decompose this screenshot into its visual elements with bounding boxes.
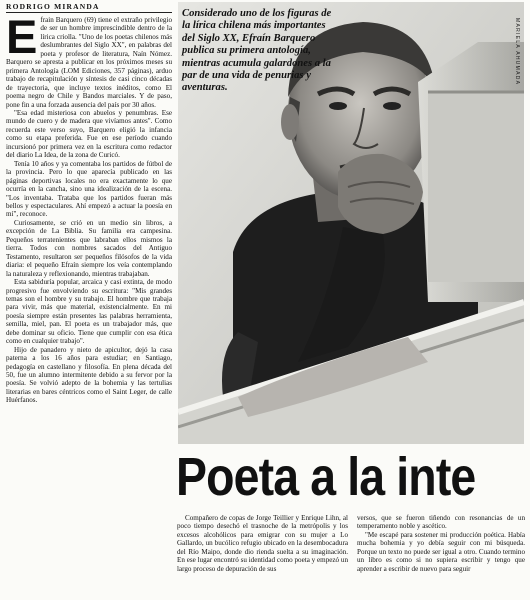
article-bottom-column-2 xyxy=(357,514,525,598)
photo-caption: Considerado uno de los figuras de la lírica chilena más importantes del Siglo XX, Efraín Barquero publica su primera antología, mientras acumula galardones a la par de una vida de penurias y aventuras. xyxy=(182,8,332,94)
body-paragraph: "Esa edad misteriosa con abuelos y penumbras. Ese mundo de cuero y de madera que vivíamos antes". Como recuerda este verso suyo, Barquero eligió la infancia como su etapa preferida. Fue en ese período cuando incursionó por primera vez en la escritura como redactor del diario La Idea, de la zona de Curicó. xyxy=(6,108,172,160)
body-paragraph: versos, que se fueron tiñendo con resonancias de un temperamento noble y ascético. xyxy=(357,514,525,531)
article-left-column xyxy=(6,16,172,598)
top-rule xyxy=(6,12,172,13)
byline: RODRIGO MIRANDA xyxy=(6,2,100,11)
headline: Poeta a la inte xyxy=(176,447,476,507)
body-paragraph: Hijo de panadero y nieto de apicultor, dejó la casa paterna a los 16 años para estudiar; en Santiago, pedagogía en castellano y filosofía. En plena década del 50, fue un alumno intermitente debido a su fervor por la poesía. Se volvió adepto de la bohemia y las tertulias literarias en bares céntricos como el Saint Leger, de calle Huérfanos. xyxy=(6,345,172,405)
article-bottom-column-1 xyxy=(177,514,348,598)
body-paragraph: Esta sabiduría popular, arcaica y casi extinta, de modo progresivo fue envolviendo su escritura: "Mis grandes temas son el hombre y su trabajo. El hombre que trabaja para vivir, más que material, existencialmente. En mi poesía siempre están presentes las palabras herramienta, semilla, miel, pan. El poeta es un trabajador más, que debe dominar su oficio. Tiene que cumplir con esa ética como en cualquier trabajo". xyxy=(6,278,172,346)
photo-credit: MARIELA AHUMADA xyxy=(514,18,520,86)
body-paragraph: "Me escapé para sostener mi producción poética. Había mucha bohemia y yo debía seguir con mi búsqueda. Porque un texto no puede ser igual a otro. Cuando termino un libro es como si no supiera escribir y tengo que aprender a escribir de nuevo para seguir xyxy=(357,530,525,573)
body-paragraph: Compañero de copas de Jorge Teillier y Enrique Lihn, al poco tiempo desechó el trasnoche de la metrópolis y los excesos alcohólicos para emigrar con su mujer a Lo Gallardo, un bucólico refugio ubicado en la desembocadura del Río Maipo, donde dio rienda suelta a su imaginación. En ese lugar encontró su identidad como poeta y empezó un largo proceso de depuración de sus xyxy=(177,514,348,573)
body-paragraph: Tenía 10 años y ya comentaba los partidos de fútbol de la provincia. Pero lo que aparecía publicado en las páginas deportivas locales no era exactamente lo que ocurría en la cancha, sino una idealización de la escena. "Los inventaba. Trataba que los partidos fueran más bellos y espectaculares. Ahí empezó a actuar la poesía en mí", reconoce. xyxy=(6,159,172,219)
lead-paragraph: Efrain Barquero (69) tiene el extraño privilegio de ser un hombre imprescindible dentro de la lírica criolla. "Uno de los poetas chilenos más deslumbrantes del Siglo XX", en palabras del poeta y profesor de literatura, Naín Nómez. Barquero se apresta a publicar en los próximos meses su primera Antología (LOM Ediciones, 357 páginas), arduo trabajo de recapitulación y síntesis de casi cinco décadas de trayectoria, que incluye textos inéditos, como El poema negro de Chile y Bandos marciales. Y de paso, pone fin a una forzada ausencia del país por 30 años. xyxy=(6,16,172,109)
body-paragraph: Curiosamente, se crió en un medio sin libros, a excepción de La Biblia. Su familia era campesina. Pequeños terratenientes que labraban ellos mismos la tierra. Todos con nombres sacados del Antiguo Testamento, resultaron ser pequeños filósofos de la vida diaria: el pequeño Efraín siempre los veía contemplando la naturaleza y reflexionando, mientras trabajaban. xyxy=(6,218,172,278)
drop-cap: E xyxy=(6,16,38,63)
